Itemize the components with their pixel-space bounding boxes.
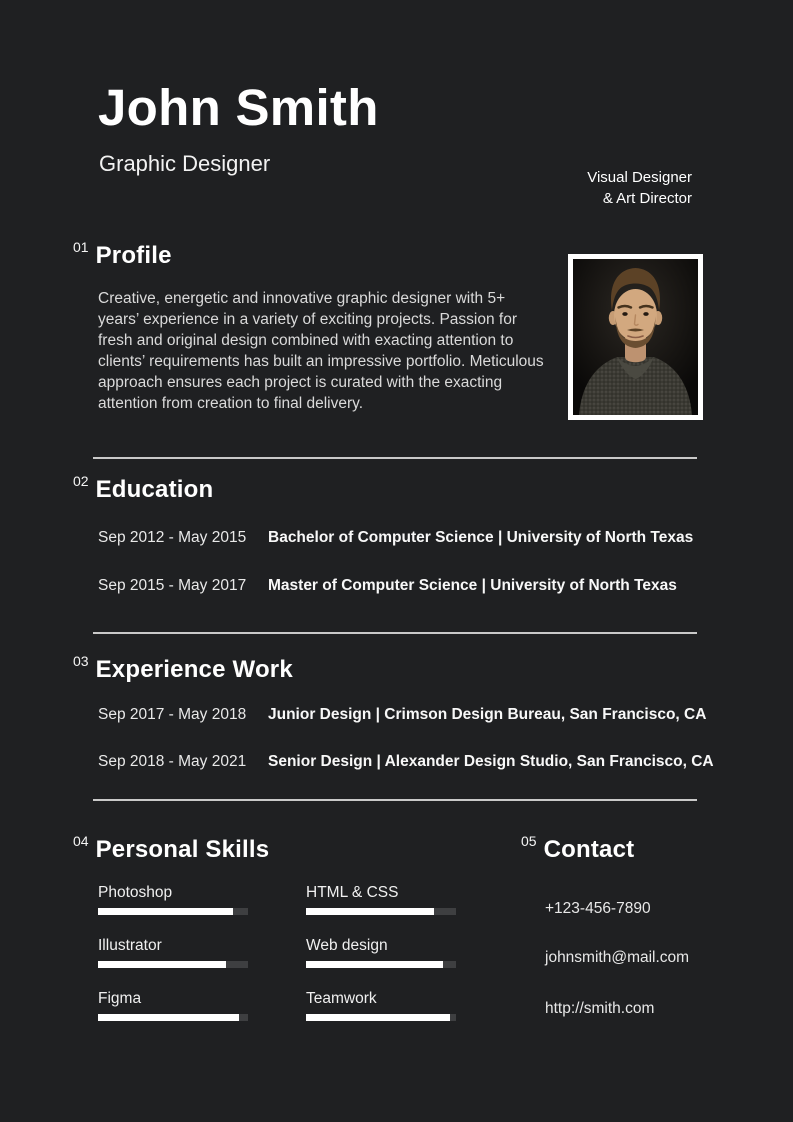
skill-bar-fill — [306, 1014, 450, 1021]
skill-bar — [306, 1014, 456, 1021]
section-heading-contact — [521, 833, 635, 864]
section-heading-experience — [73, 653, 293, 684]
section-number: 05 — [521, 833, 537, 849]
skill-bar-fill — [98, 961, 226, 968]
header-tagline — [587, 167, 692, 209]
experience-description: Junior Design | Crimson Design Bureau, San Francisco, CA — [268, 706, 707, 723]
contact-phone: +123-456-7890 — [545, 900, 651, 917]
skill-label: Web design — [306, 937, 388, 954]
education-period: Sep 2012 - May 2015 — [98, 529, 247, 546]
section-title: Experience Work — [95, 656, 293, 683]
person-name: John Smith — [98, 79, 379, 136]
education-description: Master of Computer Science | University of North Texas — [268, 577, 677, 594]
tagline-line-1: Visual Designer — [587, 169, 692, 186]
skills-grid — [98, 884, 456, 1021]
contact-website: http://smith.com — [545, 1000, 655, 1017]
section-heading-education — [73, 473, 214, 504]
skill-bar-fill — [98, 908, 233, 915]
skill-item — [98, 990, 248, 1021]
education-description: Bachelor of Computer Science | University of North Texas — [268, 529, 694, 546]
experience-description: Senior Design | Alexander Design Studio, San Francisco, CA — [268, 753, 714, 770]
skill-label: Teamwork — [306, 990, 377, 1007]
divider — [93, 799, 697, 801]
portrait-photo — [568, 254, 703, 420]
skill-label: Illustrator — [98, 937, 162, 954]
section-title: Education — [95, 476, 214, 503]
section-title: Profile — [95, 242, 172, 269]
experience-period: Sep 2018 - May 2021 — [98, 753, 247, 770]
divider — [93, 632, 697, 634]
tagline-line-2: & Art Director — [602, 190, 692, 207]
contact-email: johnsmith@mail.com — [545, 949, 690, 966]
section-title: Contact — [543, 836, 635, 863]
experience-row — [98, 706, 738, 724]
section-number: 03 — [73, 653, 89, 669]
section-number: 01 — [73, 239, 89, 255]
education-row — [98, 577, 738, 595]
divider — [93, 457, 697, 459]
portrait-illustration — [573, 259, 698, 415]
skill-label: HTML & CSS — [306, 884, 399, 901]
skill-bar — [98, 1014, 248, 1021]
experience-row — [98, 753, 738, 771]
section-number: 04 — [73, 833, 89, 849]
skill-bar — [98, 908, 248, 915]
skill-bar-fill — [98, 1014, 239, 1021]
section-heading-profile — [73, 239, 172, 270]
skill-item — [98, 937, 248, 968]
person-role: Graphic Designer — [99, 151, 271, 176]
skill-item — [306, 937, 456, 968]
education-row — [98, 529, 738, 547]
skill-bar — [306, 908, 456, 915]
skill-label: Figma — [98, 990, 142, 1007]
section-heading-skills — [73, 833, 270, 864]
profile-text: Creative, energetic and innovative graphic designer with 5+ years’ experience in a variety of exciting projects. Passion for fresh and original design combined with exacting attention to clients’ requirements has built an impressive portfolio. Meticulous approach ensures each project is curated with the exacting attention from creation to final delivery. — [98, 290, 544, 412]
skill-bar-fill — [306, 908, 434, 915]
skill-item — [98, 884, 248, 915]
skill-label: Photoshop — [98, 884, 173, 901]
education-period: Sep 2015 - May 2017 — [98, 577, 247, 594]
skill-bar — [98, 961, 248, 968]
experience-period: Sep 2017 - May 2018 — [98, 706, 247, 723]
section-number: 02 — [73, 473, 89, 489]
skill-item — [306, 884, 456, 915]
section-title: Personal Skills — [95, 836, 270, 863]
skill-bar — [306, 961, 456, 968]
skill-item — [306, 990, 456, 1021]
skill-bar-fill — [306, 961, 443, 968]
